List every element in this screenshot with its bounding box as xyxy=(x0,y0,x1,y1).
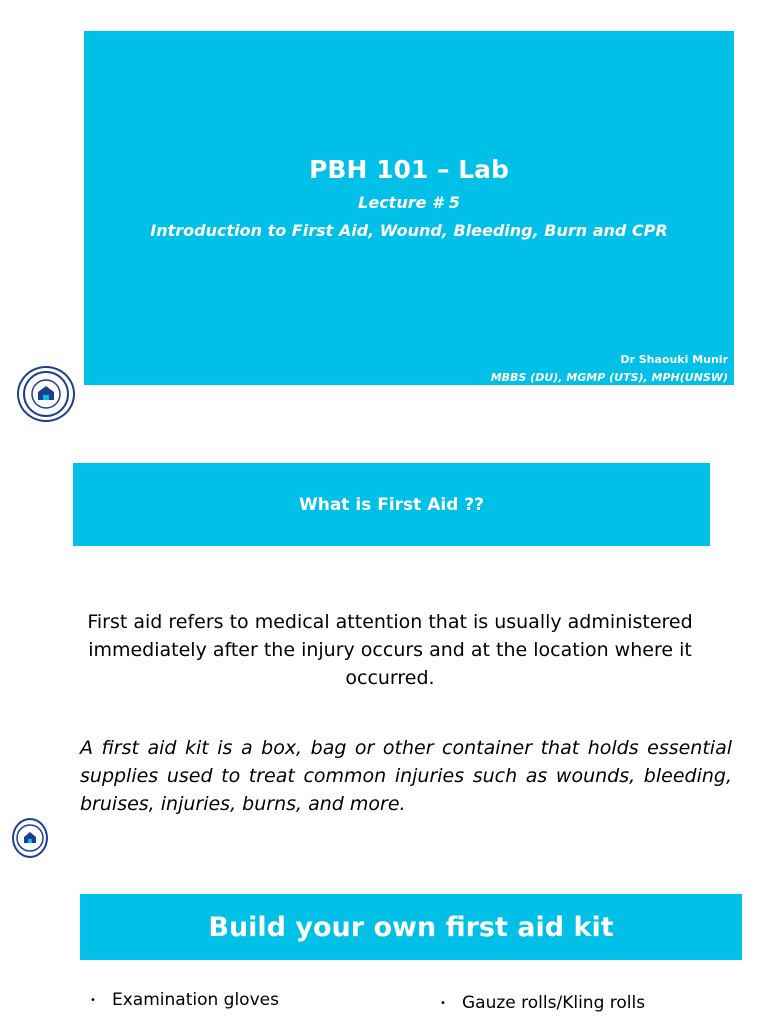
list-item xyxy=(90,985,279,1015)
slide-title: PBH 101 – Lab xyxy=(309,155,509,184)
list-item-label: Gauze rolls/Kling rolls xyxy=(462,993,646,1013)
list-item xyxy=(440,988,645,1018)
lecture-subtitle: Introduction to First Aid, Wound, Bleeding, Burn and CPR xyxy=(150,221,668,240)
bullet-icon: • xyxy=(90,994,96,1006)
bullet-icon: • xyxy=(440,997,446,1009)
kit-items-right xyxy=(440,988,645,1018)
kit-heading: Build your own first aid kit xyxy=(208,911,614,943)
first-aid-heading: What is First Aid ?? xyxy=(298,494,485,515)
author-degrees: MBBS (DU), MGMP (UTS), MPH(UNSW) xyxy=(490,371,728,384)
title-slide xyxy=(84,31,734,385)
kit-heading-band xyxy=(80,894,742,960)
kit-items-left xyxy=(90,985,279,1015)
list-item-label: Examination gloves xyxy=(112,990,279,1010)
author-name: Dr Shaouki Munir xyxy=(620,353,728,366)
university-seal-icon xyxy=(17,366,75,422)
first-aid-definition: First aid refers to medical attention that is usually administered immediately after the injury occurs and at the location where it occurred. xyxy=(87,611,693,689)
first-aid-heading-band xyxy=(73,463,710,546)
first-aid-kit-description: A first aid kit is a box, bag or other container that holds essential supplies used to treat common injuries such as wounds, bleeding, bruises, injuries, burns, and more. xyxy=(80,737,732,815)
university-seal-icon xyxy=(12,818,48,858)
lecture-number: Lecture # 5 xyxy=(358,193,460,212)
author-block xyxy=(491,351,728,387)
